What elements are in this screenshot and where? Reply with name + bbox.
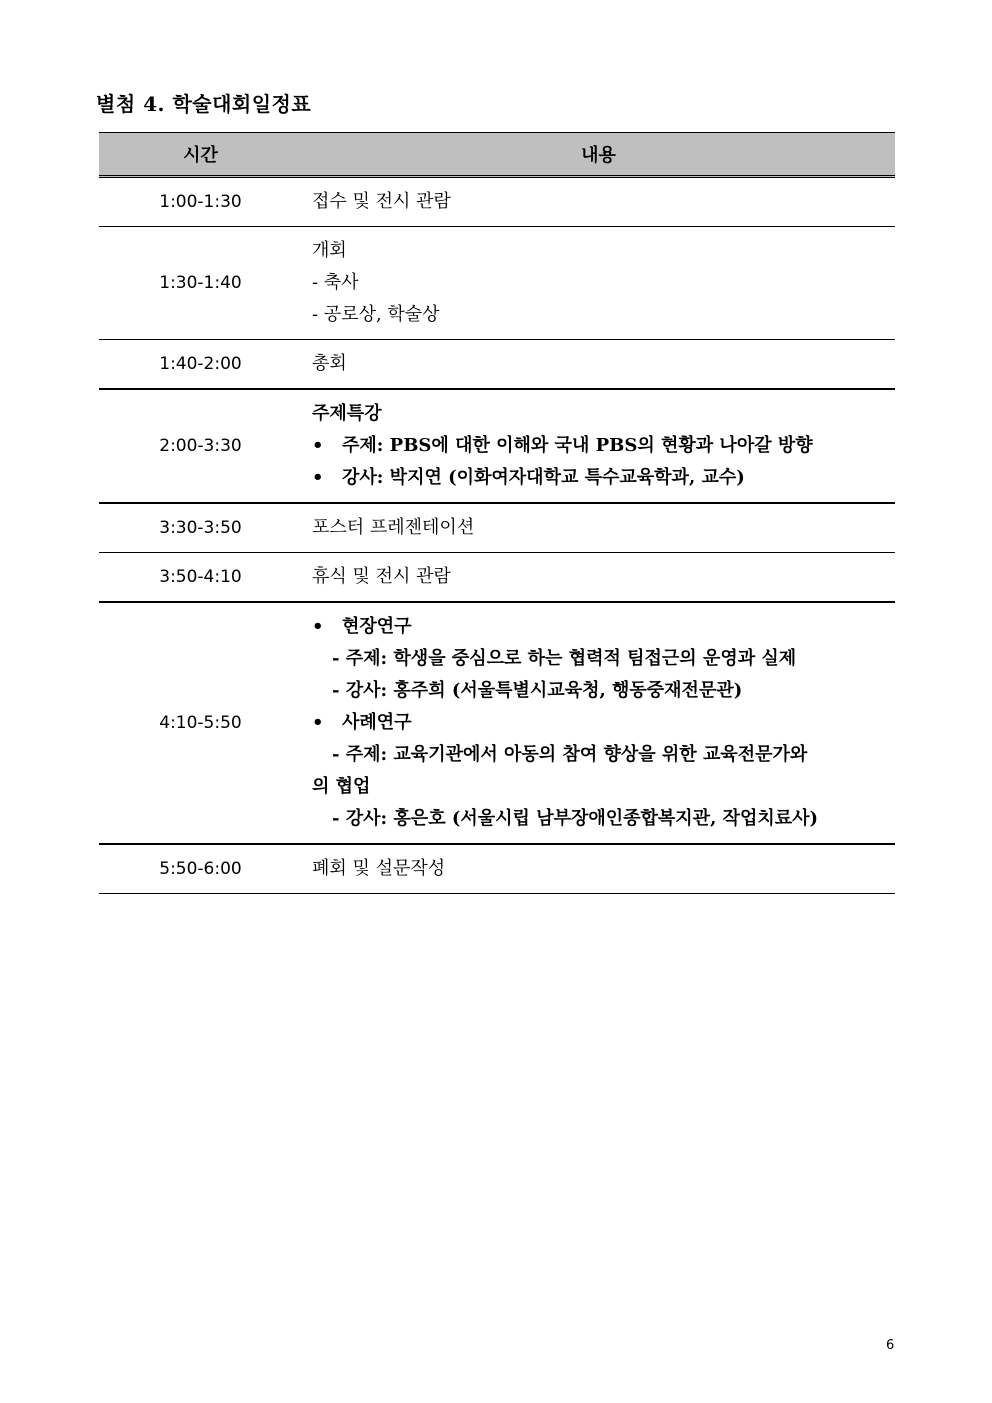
content-line: 의 협업 bbox=[312, 776, 371, 797]
row-time: 1:40-2:00 bbox=[99, 340, 302, 390]
row-time: 1:30-1:40 bbox=[99, 227, 302, 340]
row-time: 3:30-3:50 bbox=[99, 503, 302, 553]
row-time: 2:00-3:30 bbox=[99, 389, 302, 503]
bullet-icon: • bbox=[312, 467, 324, 488]
bullet-icon: • bbox=[312, 616, 324, 637]
header-content: 내용 bbox=[302, 133, 895, 177]
content-line: - 주제: 교육기관에서 아동의 참여 향상을 위한 교육전문가와 bbox=[332, 744, 808, 765]
content-line: • 사례연구 bbox=[312, 707, 895, 739]
content-line: • 강사: 박지연 (이화여자대학교 특수교육학과, 교수) bbox=[312, 462, 895, 494]
table-row bbox=[99, 503, 895, 553]
content-line: 개회 bbox=[312, 240, 347, 261]
row-time: 4:10-5:50 bbox=[99, 602, 302, 844]
table-row bbox=[99, 340, 895, 390]
row-content bbox=[302, 177, 895, 227]
page-number: 6 bbox=[886, 1338, 895, 1353]
table-row bbox=[99, 844, 895, 894]
row-content bbox=[302, 503, 895, 553]
table-row bbox=[99, 227, 895, 340]
schedule-table bbox=[99, 132, 895, 894]
row-content bbox=[302, 227, 895, 340]
table-row bbox=[99, 389, 895, 503]
content-line: - 공로상, 학술상 bbox=[312, 304, 440, 325]
header-time: 시간 bbox=[99, 133, 302, 177]
content-line: 접수 및 전시 관람 bbox=[312, 191, 451, 212]
row-content bbox=[302, 340, 895, 390]
table-row bbox=[99, 177, 895, 227]
content-line: - 강사: 홍은호 (서울시립 남부장애인종합복지관, 작업치료사) bbox=[332, 808, 819, 829]
bullet-icon: • bbox=[312, 435, 324, 456]
row-content bbox=[302, 844, 895, 894]
table-row bbox=[99, 602, 895, 844]
row-time: 1:00-1:30 bbox=[99, 177, 302, 227]
row-content bbox=[302, 389, 895, 503]
content-line: - 강사: 홍주희 (서울특별시교육청, 행동중재전문관) bbox=[332, 680, 743, 701]
row-time: 3:50-4:10 bbox=[99, 553, 302, 603]
content-line: • 현장연구 bbox=[312, 611, 895, 643]
row-content bbox=[302, 602, 895, 844]
content-line: 폐회 및 설문작성 bbox=[312, 858, 446, 879]
content-line: 주제특강 bbox=[312, 403, 382, 424]
page-title: 별첨 4. 학술대회일정표 bbox=[96, 92, 312, 116]
content-line: • 주제: PBS에 대한 이해와 국내 PBS의 현황과 나아갈 방향 bbox=[312, 430, 895, 462]
content-line: 총회 bbox=[312, 353, 347, 374]
content-line: 포스터 프레젠테이션 bbox=[312, 517, 475, 538]
content-line: - 축사 bbox=[312, 272, 359, 293]
content-line: 휴식 및 전시 관람 bbox=[312, 566, 451, 587]
table-row bbox=[99, 553, 895, 603]
row-time: 5:50-6:00 bbox=[99, 844, 302, 894]
bullet-icon: • bbox=[312, 712, 324, 733]
content-line: - 주제: 학생을 중심으로 하는 협력적 팀접근의 운영과 실제 bbox=[332, 648, 797, 669]
table-header-row bbox=[99, 133, 895, 177]
row-content bbox=[302, 553, 895, 603]
